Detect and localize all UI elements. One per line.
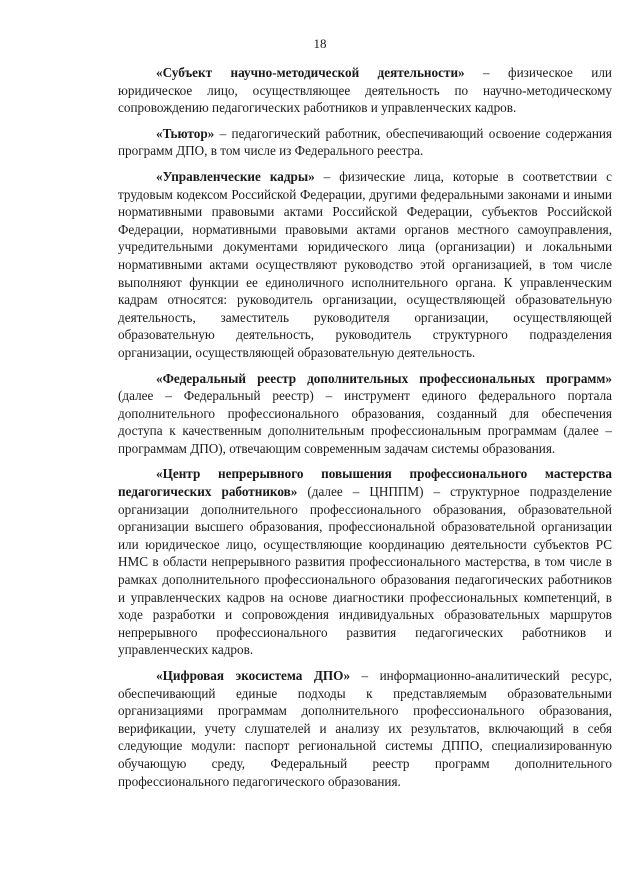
definition-text: – педагогический работник, обеспечивающий освоение содержания программ ДПО, в том числе из Федерального реестра.	[118, 125, 612, 159]
definition-text: – физические лица, которые в соответствии с трудовым кодексом Российской Федерации, другими федеральными законами и иными нормативными правовыми актами Российской Федерации, субъектов Российской Федерации, нормативными правовыми актами органов местного самоуправления, учредительными документами юридического лица (организации) и локальными нормативными актами осуществляют руководство этой организацией, в том числе выполняют функции ее единоличного исполнительного органа. К управленческим кадрам относятся: руководитель организации, осуществляющей образовательную деятельность, заместитель руководителя организации, осуществляющей образовательную деятельность, руководитель структурного подразделения организации, осуществляющей образовательную деятельность.	[118, 168, 612, 360]
definition-paragraph	[118, 370, 612, 458]
definition-text: (далее – Федеральный реестр) – инструмент единого федерального портала дополнительного профессионального образования, созданный для обеспечения доступа к качественным дополнительным профессиональным программам (далее – программам ДПО), отвечающим современным задачам системы образования.	[118, 388, 612, 456]
definition-paragraph	[118, 125, 612, 160]
definition-term: «Субъект научно-методической деятельности»	[156, 65, 465, 80]
definition-text: (далее – ЦНППМ) – структурное подразделение организации дополнительного профессионального образования, образовательной организации высшего образования, профессиональной образовательной организации или юридическое лицо, осуществляющие координацию деятельности субъектов РС НМС в области непрерывного развития профессионального мастерства, в том числе в рамках дополнительного профессионального образования педагогических работников и управленческих кадров на основе диагностики профессиональных компетенций, в ходе разработки и сопровождения индивидуальных образовательных маршрутов непрерывного профессионального развития педагогических работников и управленческих кадров.	[118, 484, 612, 658]
definition-paragraph	[118, 667, 612, 790]
definition-term: «Цифровая экосистема ДПО»	[156, 668, 351, 683]
page-number: 18	[313, 36, 327, 51]
definition-paragraph	[118, 168, 612, 362]
definition-text: – физическое или юридическое лицо, осуществляющее деятельность по научно-методическому сопровождению педагогических работников и управленческих кадров.	[118, 65, 612, 116]
definition-text: – информационно-аналитический ресурс, обеспечивающий единые подходы к представляемым образовательными организациями программам дополнительного профессионального образования, верификации, учету слушателей и анализу их результатов, включающий в себя следующие модули: паспорт региональной системы ДППО, специализированную обучающую среду, Федеральный реестр программ дополнительного профессионального педагогического образования.	[118, 668, 613, 789]
definition-term: «Центр непрерывного повышения профессионального мастерства педагогических работников»	[118, 466, 612, 500]
definition-term: «Тьютор»	[156, 125, 215, 141]
definition-paragraph	[118, 465, 612, 659]
definition-paragraph	[118, 64, 612, 117]
definition-term: «Управленческие кадры»	[156, 168, 315, 184]
document-body	[118, 64, 612, 798]
definition-term: «Федеральный реестр дополнительных профессиональных программ»	[156, 370, 612, 386]
